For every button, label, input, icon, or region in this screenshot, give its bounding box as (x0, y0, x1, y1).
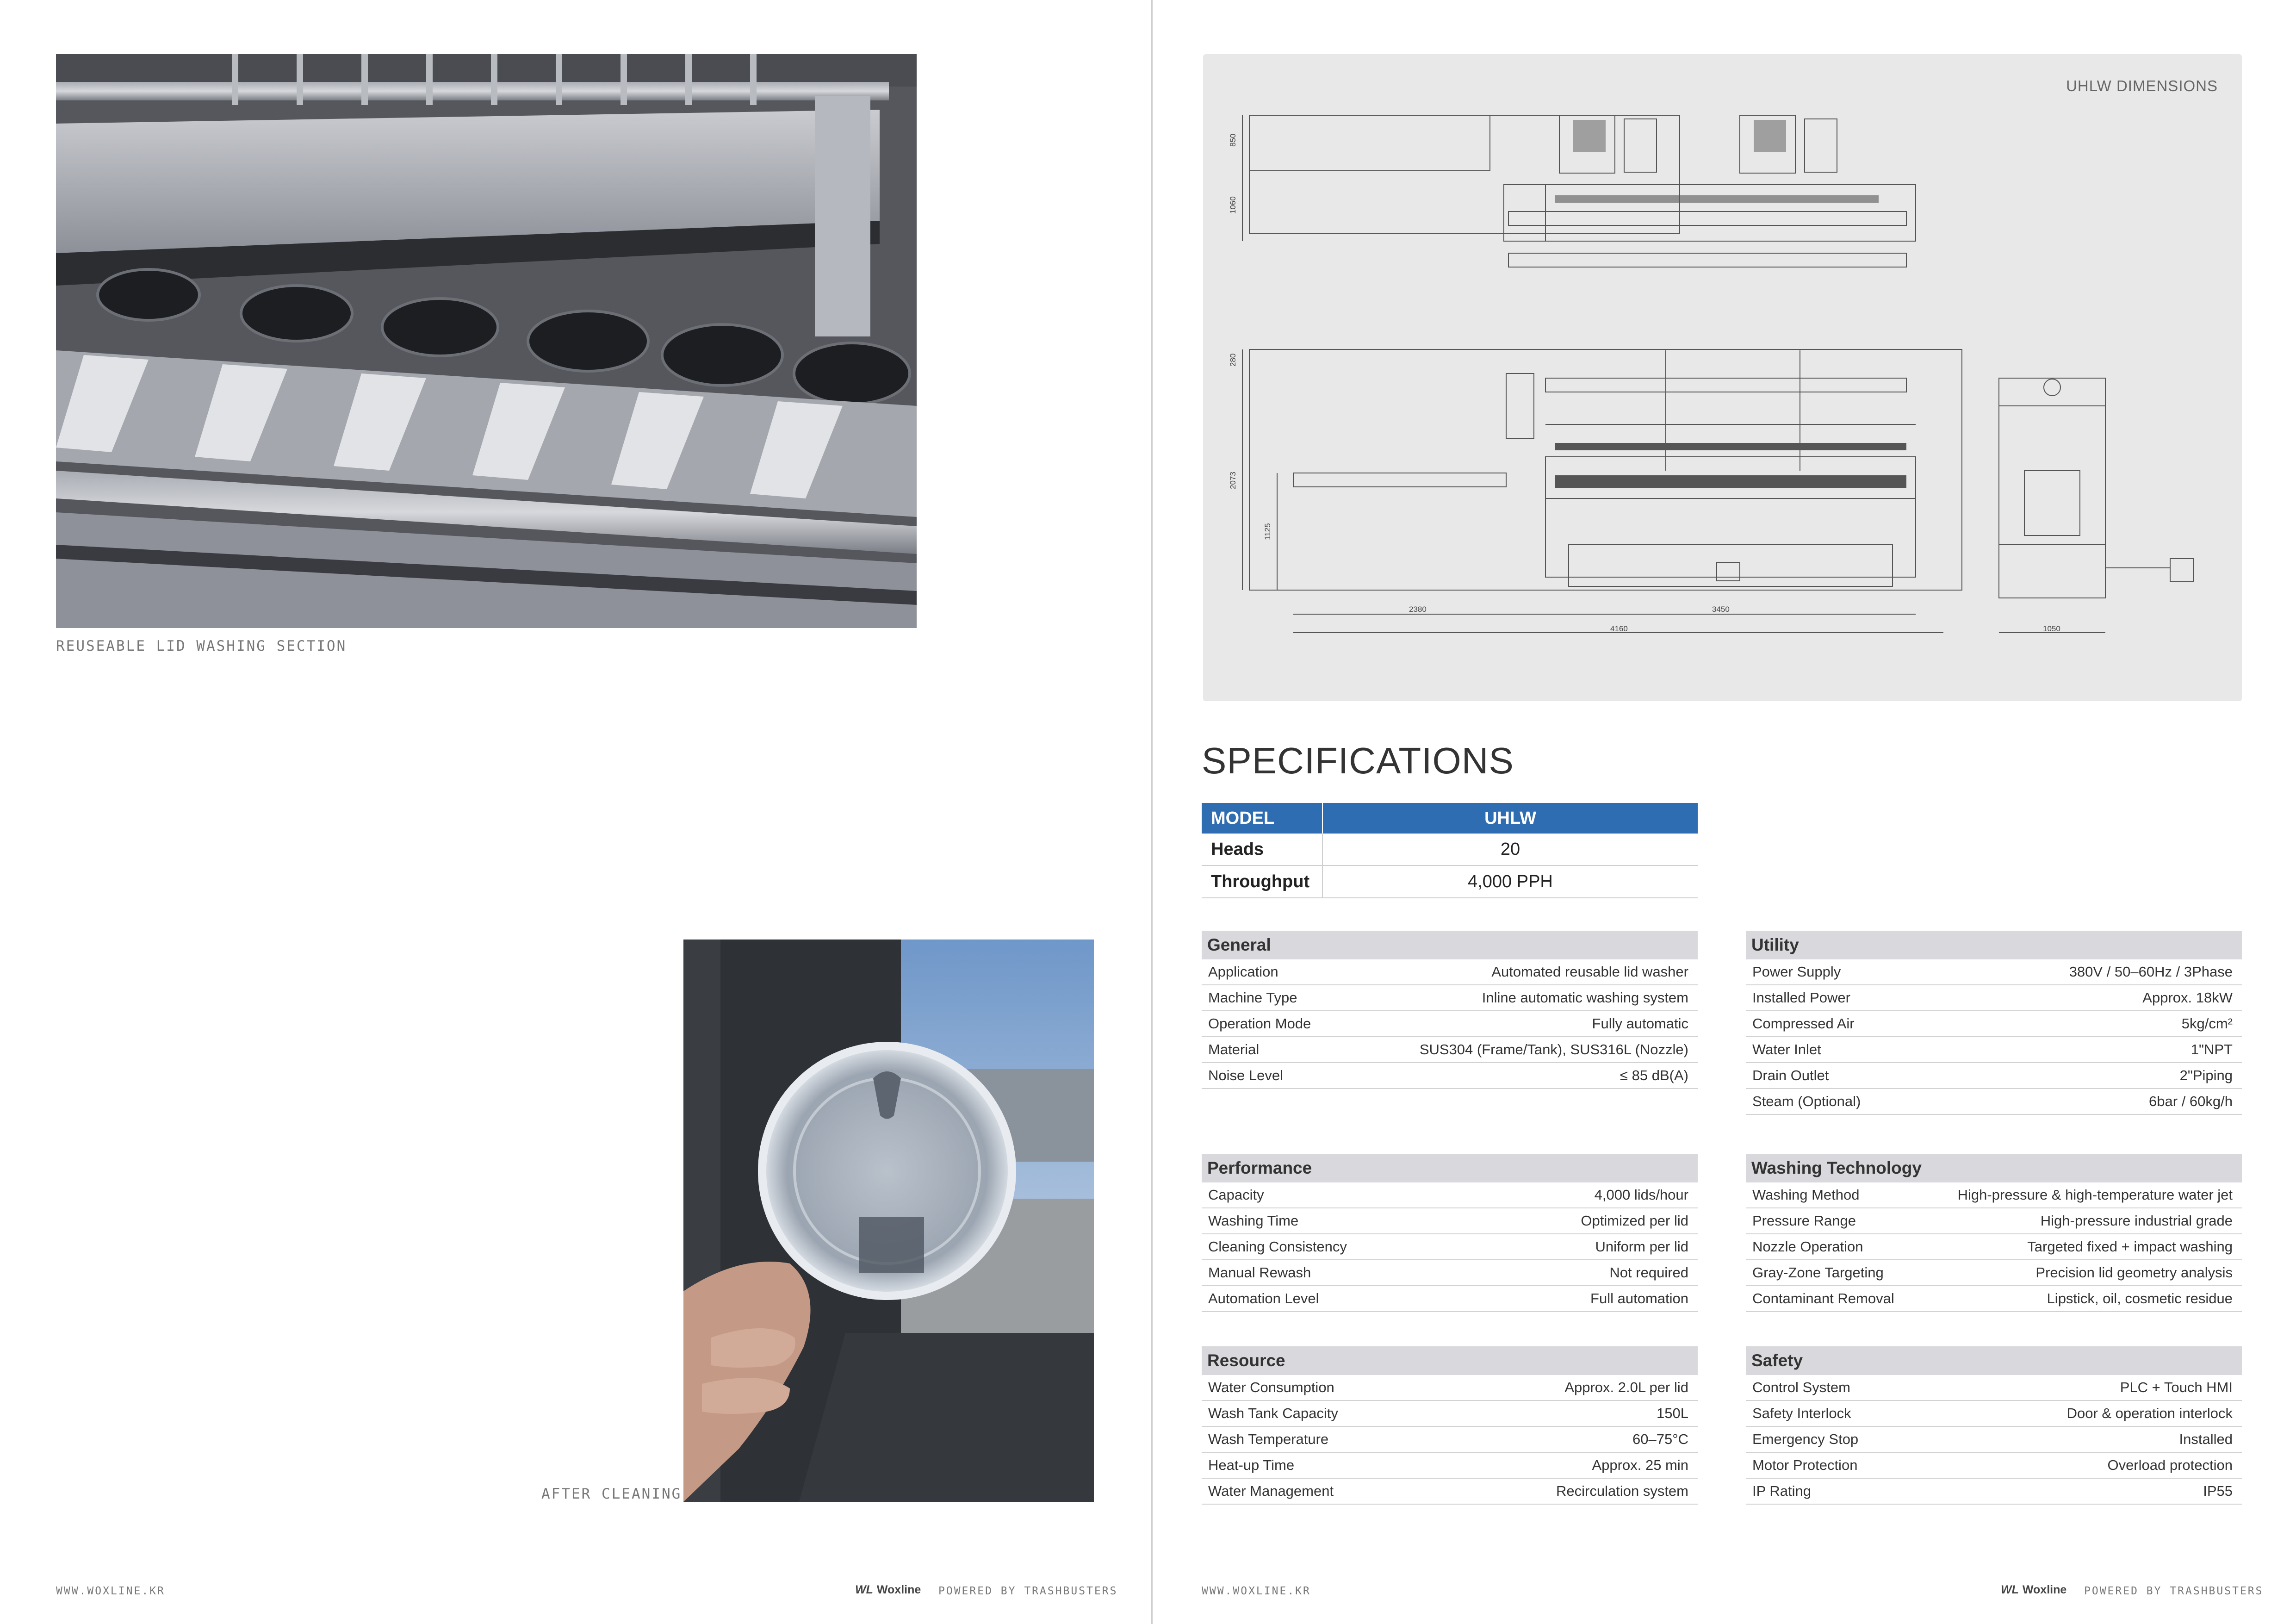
group-title: Resource (1202, 1346, 1698, 1375)
spec-group-safety (1746, 1346, 2242, 1505)
spec-key: Steam (Optional) (1752, 1093, 1861, 1109)
spec-value: Installed (2179, 1431, 2233, 1447)
list-item (1746, 1208, 2242, 1234)
lid-washing-photo-caption: REUSEABLE LID WASHING SECTION (56, 638, 347, 654)
list-item (1746, 1453, 2242, 1479)
spec-group-performance (1202, 1154, 1698, 1312)
spec-key: Cleaning Consistency (1208, 1238, 1347, 1255)
spec-value: Approx. 25 min (1592, 1457, 1688, 1473)
spec-value: Approx. 18kW (2142, 989, 2233, 1006)
spec-key: Material (1208, 1041, 1260, 1058)
spec-key: Nozzle Operation (1752, 1238, 1863, 1255)
list-item (1202, 1260, 1698, 1286)
spec-group-resource (1202, 1346, 1698, 1505)
spec-key: Control System (1752, 1379, 1850, 1395)
spec-key: Gray-Zone Targeting (1752, 1264, 1884, 1281)
spec-key: Operation Mode (1208, 1015, 1311, 1032)
footer-url-right[interactable]: WWW.WOXLINE.KR (1202, 1585, 1311, 1597)
spec-key: Water Consumption (1208, 1379, 1334, 1395)
list-item (1746, 1037, 2242, 1063)
dim-side-height-lower: 1125 (1263, 523, 1272, 540)
spec-key: IP Rating (1752, 1483, 1811, 1499)
spec-value: Inline automatic washing system (1482, 989, 1688, 1006)
spec-value: ≤ 85 dB(A) (1620, 1067, 1688, 1083)
spec-group-utility (1746, 931, 2242, 1115)
spec-value: 4,000 lids/hour (1594, 1187, 1688, 1203)
spec-value: IP55 (2203, 1483, 2233, 1499)
list-item (1202, 1234, 1698, 1260)
group-title: Utility (1746, 931, 2242, 959)
spec-value: Door & operation interlock (2066, 1405, 2233, 1421)
spec-value: High-pressure & high-temperature water jet (1957, 1187, 2233, 1203)
spec-value: SUS304 (Frame/Tank), SUS316L (Nozzle) (1419, 1041, 1688, 1058)
spec-value: 5kg/cm² (2181, 1015, 2233, 1032)
spec-key: Compressed Air (1752, 1015, 1855, 1032)
list-item (1746, 1479, 2242, 1505)
spec-value: Approx. 2.0L per lid (1564, 1379, 1688, 1395)
spec-value: Precision lid geometry analysis (2035, 1264, 2233, 1281)
spec-key: Manual Rewash (1208, 1264, 1311, 1281)
woxline-logo-icon: WL (2001, 1583, 2019, 1596)
row-value: 4,000 PPH (1322, 865, 1698, 898)
spec-value: 60–75°C (1632, 1431, 1688, 1447)
spec-key: Wash Temperature (1208, 1431, 1329, 1447)
table-row (1202, 834, 1698, 865)
spec-key: Automation Level (1208, 1290, 1319, 1307)
list-item (1746, 1427, 2242, 1453)
spec-key: Washing Method (1752, 1187, 1860, 1203)
dim-len-infeed: 2380 (1409, 605, 1427, 614)
list-item (1202, 1037, 1698, 1063)
list-item (1746, 1011, 2242, 1037)
group-title: Safety (1746, 1346, 2242, 1375)
list-item (1202, 1375, 1698, 1401)
spec-key: Water Inlet (1752, 1041, 1821, 1058)
list-item (1746, 1234, 2242, 1260)
list-item (1746, 1401, 2242, 1427)
dim-len-main: 3450 (1712, 605, 1730, 614)
list-item (1202, 1453, 1698, 1479)
list-item (1202, 1063, 1698, 1089)
spec-value: Full automation (1590, 1290, 1688, 1307)
drawing-title: UHLW DIMENSIONS (2066, 77, 2218, 94)
model-value: UHLW (1322, 803, 1698, 834)
spec-value: Fully automatic (1592, 1015, 1688, 1032)
spec-value: High-pressure industrial grade (2040, 1213, 2233, 1229)
list-item (1202, 1427, 1698, 1453)
group-title: Washing Technology (1746, 1154, 2242, 1182)
list-item (1746, 1089, 2242, 1115)
spec-group-washing-technology (1746, 1154, 2242, 1312)
spec-key: Wash Tank Capacity (1208, 1405, 1338, 1421)
woxline-logo-icon: WL (855, 1583, 873, 1596)
after-cleaning-photo (683, 940, 1094, 1502)
dim-side-height-total: 2073 (1229, 472, 1237, 489)
spec-key: Pressure Range (1752, 1213, 1856, 1229)
spec-key: Application (1208, 964, 1278, 980)
list-item (1746, 1182, 2242, 1208)
footer-brand-name: Woxline (876, 1583, 921, 1596)
list-item (1746, 1063, 2242, 1089)
spec-group-general (1202, 931, 1698, 1089)
model-label: MODEL (1202, 803, 1322, 834)
specifications-title: SPECIFICATIONS (1202, 740, 1514, 781)
spec-value: Targeted fixed + impact washing (2027, 1238, 2233, 1255)
spec-value: Automated reusable lid washer (1491, 964, 1688, 980)
dim-side-height-upper: 280 (1229, 353, 1237, 367)
group-title: General (1202, 931, 1698, 959)
spec-key: Drain Outlet (1752, 1067, 1829, 1083)
spec-value: 1"NPT (2191, 1041, 2233, 1058)
footer-url-left[interactable]: WWW.WOXLINE.KR (56, 1585, 165, 1597)
group-title: Performance (1202, 1154, 1698, 1182)
spec-key: Motor Protection (1752, 1457, 1858, 1473)
list-item (1202, 1401, 1698, 1427)
spec-key: Machine Type (1208, 989, 1297, 1006)
list-item (1202, 1208, 1698, 1234)
list-item (1202, 1286, 1698, 1312)
list-item (1746, 959, 2242, 985)
list-item (1202, 1479, 1698, 1505)
spec-value: Not required (1609, 1264, 1688, 1281)
spec-value: Uniform per lid (1595, 1238, 1688, 1255)
dim-end-width: 1050 (2043, 624, 2060, 633)
list-item (1202, 985, 1698, 1011)
spec-value: 6bar / 60kg/h (2149, 1093, 2233, 1109)
model-summary-table (1202, 803, 1698, 898)
row-label: Heads (1202, 834, 1322, 865)
spec-value: 150L (1657, 1405, 1688, 1421)
spec-key: Contaminant Removal (1752, 1290, 1894, 1307)
dimensions-drawing-panel (1203, 54, 2242, 701)
spec-key: Emergency Stop (1752, 1431, 1859, 1447)
spec-value: Recirculation system (1556, 1483, 1688, 1499)
list-item (1746, 1286, 2242, 1312)
spec-key: Noise Level (1208, 1067, 1283, 1083)
spec-key: Safety Interlock (1752, 1405, 1851, 1421)
dim-top-height: 850 (1229, 133, 1237, 147)
footer-powered-left: POWERED BY TRASHBUSTERS (938, 1585, 1118, 1597)
after-cleaning-caption: AFTER CLEANING (541, 1486, 682, 1502)
lid-washing-section-photo (56, 54, 917, 628)
list-item (1202, 1011, 1698, 1037)
row-value: 20 (1322, 834, 1698, 865)
table-row (1202, 865, 1698, 898)
spec-value: Overload protection (2107, 1457, 2233, 1473)
spec-value: PLC + Touch HMI (2120, 1379, 2233, 1395)
footer-brand-right (2001, 1583, 2066, 1597)
uhlw-dimension-drawing (1203, 54, 2242, 701)
dim-len-total: 4160 (1610, 624, 1628, 633)
list-item (1746, 985, 2242, 1011)
spec-key: Washing Time (1208, 1213, 1299, 1229)
spec-key: Power Supply (1752, 964, 1841, 980)
footer-brand-left (855, 1583, 921, 1597)
footer-brand-name: Woxline (2022, 1583, 2067, 1596)
dim-top-depth: 1060 (1229, 196, 1237, 214)
list-item (1746, 1260, 2242, 1286)
spec-value: Lipstick, oil, cosmetic residue (2047, 1290, 2233, 1307)
spec-key: Water Management (1208, 1483, 1334, 1499)
spec-value: Optimized per lid (1581, 1213, 1688, 1229)
spec-value: 380V / 50–60Hz / 3Phase (2069, 964, 2233, 980)
clean-lid-illustration (683, 940, 1094, 1502)
spec-value: 2"Piping (2179, 1067, 2233, 1083)
spec-key: Installed Power (1752, 989, 1850, 1006)
list-item (1202, 959, 1698, 985)
footer-powered-right: POWERED BY TRASHBUSTERS (2084, 1585, 2264, 1597)
page-divider (1151, 0, 1153, 1624)
spec-key: Heat-up Time (1208, 1457, 1295, 1473)
spec-key: Capacity (1208, 1187, 1264, 1203)
model-table-header (1202, 803, 1698, 834)
row-label: Throughput (1202, 865, 1322, 898)
list-item (1202, 1182, 1698, 1208)
lid-washing-machine-illustration (56, 54, 917, 628)
list-item (1746, 1375, 2242, 1401)
